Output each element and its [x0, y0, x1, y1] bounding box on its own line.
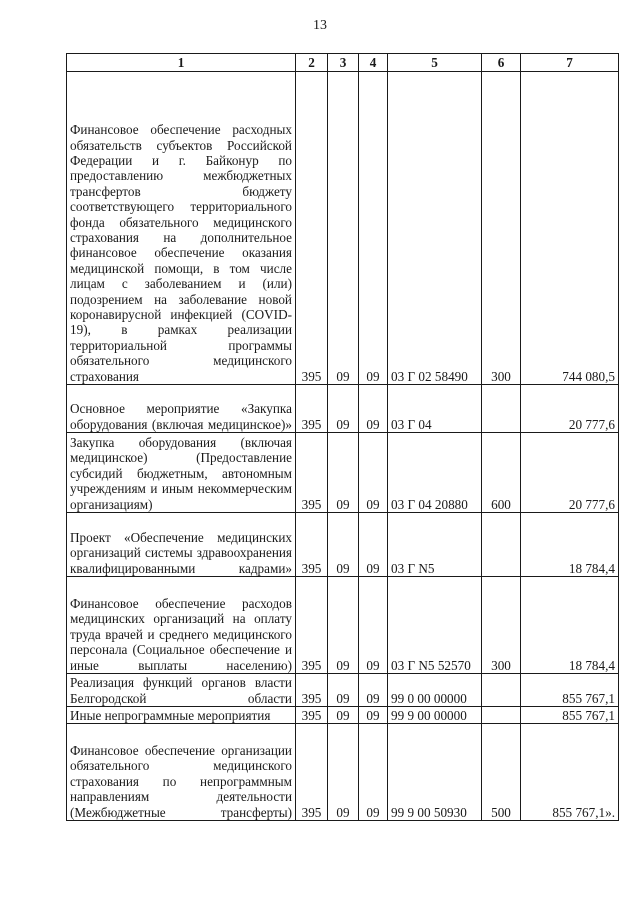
row-col3: 09: [328, 433, 359, 513]
table-header-row: [67, 54, 619, 72]
table-row: [67, 577, 619, 674]
row-col5: 99 9 00 00000: [388, 707, 482, 724]
row-col4: 09: [359, 674, 388, 707]
row-col7: 20 777,6: [521, 385, 619, 433]
row-col2: 395: [296, 433, 328, 513]
row-name: Финансовое обеспечение расходов медицинских организаций на оплату труда врачей и среднего медицинского персонала (Социальное обеспечение и иные выплаты населению): [67, 577, 296, 674]
row-col2: 395: [296, 674, 328, 707]
row-col7: 744 080,5: [521, 72, 619, 385]
row-col4: 09: [359, 385, 388, 433]
header-col-7: 7: [521, 54, 619, 72]
row-col3: 09: [328, 724, 359, 821]
row-col5: 03 Г N5: [388, 513, 482, 577]
table-row: [67, 433, 619, 513]
row-col2: 395: [296, 513, 328, 577]
row-col6: 500: [482, 724, 521, 821]
row-col3: 09: [328, 577, 359, 674]
row-col4: 09: [359, 577, 388, 674]
row-col6: 300: [482, 72, 521, 385]
row-col6: [482, 707, 521, 724]
row-col2: 395: [296, 707, 328, 724]
row-col5: 99 0 00 00000: [388, 674, 482, 707]
table-row: [67, 385, 619, 433]
row-name: Основное мероприятие «Закупка оборудования (включая медицинское)»: [67, 385, 296, 433]
row-col3: 09: [328, 385, 359, 433]
row-col2: 395: [296, 577, 328, 674]
row-name: Финансовое обеспечение расходных обязательств субъектов Российской Федерации и г. Байконур по предоставлению межбюджетных трансфертов бюджету соответствующего территориального фонда обязательного медицинского страхования на дополнительное финансовое обеспечение оказания медицинской помощи, в том числе лицам с заболеванием и (или) подозрением на заболевание новой коронавирусной инфекцией (COVID-19), в рамках реализации территориальной программы обязательного медицинского страхования: [67, 72, 296, 385]
row-col4: 09: [359, 513, 388, 577]
row-col4: 09: [359, 433, 388, 513]
row-col2: 395: [296, 724, 328, 821]
row-col5: 99 9 00 50930: [388, 724, 482, 821]
row-col7: 855 767,1».: [521, 724, 619, 821]
row-col7: 18 784,4: [521, 513, 619, 577]
row-col6: [482, 674, 521, 707]
header-col-6: 6: [482, 54, 521, 72]
header-col-2: 2: [296, 54, 328, 72]
row-col7: 20 777,6: [521, 433, 619, 513]
row-col4: 09: [359, 724, 388, 821]
row-col2: 395: [296, 72, 328, 385]
header-col-3: 3: [328, 54, 359, 72]
row-col3: 09: [328, 72, 359, 385]
table-row: [67, 72, 619, 385]
row-col3: 09: [328, 674, 359, 707]
row-col3: 09: [328, 707, 359, 724]
page-number: 13: [313, 18, 327, 33]
row-col6: 300: [482, 577, 521, 674]
table-row: [67, 513, 619, 577]
row-name: Иные непрограммные мероприятия: [67, 707, 296, 724]
row-name: Финансовое обеспечение организации обязательного медицинского страхования по непрограммным направлениям деятельности (Межбюджетные трансферты): [67, 724, 296, 821]
row-col7: 855 767,1: [521, 674, 619, 707]
row-col3: 09: [328, 513, 359, 577]
row-col5: 03 Г 02 58490: [388, 72, 482, 385]
row-name: Реализация функций органов власти Белгородской области: [67, 674, 296, 707]
row-col7: 855 767,1: [521, 707, 619, 724]
row-col4: 09: [359, 707, 388, 724]
row-col7: 18 784,4: [521, 577, 619, 674]
row-name: Проект «Обеспечение медицинских организаций системы здравоохранения квалифицированными кадрами»: [67, 513, 296, 577]
table-row: [67, 707, 619, 724]
header-col-5: 5: [388, 54, 482, 72]
row-col2: 395: [296, 385, 328, 433]
header-col-1: 1: [67, 54, 296, 72]
table-row: [67, 724, 619, 821]
row-col5: 03 Г N5 52570: [388, 577, 482, 674]
header-col-4: 4: [359, 54, 388, 72]
row-col5: 03 Г 04 20880: [388, 433, 482, 513]
table-row: [67, 674, 619, 707]
budget-table: [66, 53, 619, 821]
row-name: Закупка оборудования (включая медицинское) (Предоставление субсидий бюджетным, автономным учреждениям и иным некоммерческим организациям): [67, 433, 296, 513]
row-col5: 03 Г 04: [388, 385, 482, 433]
row-col6: 600: [482, 433, 521, 513]
row-col4: 09: [359, 72, 388, 385]
row-col6: [482, 513, 521, 577]
row-col6: [482, 385, 521, 433]
